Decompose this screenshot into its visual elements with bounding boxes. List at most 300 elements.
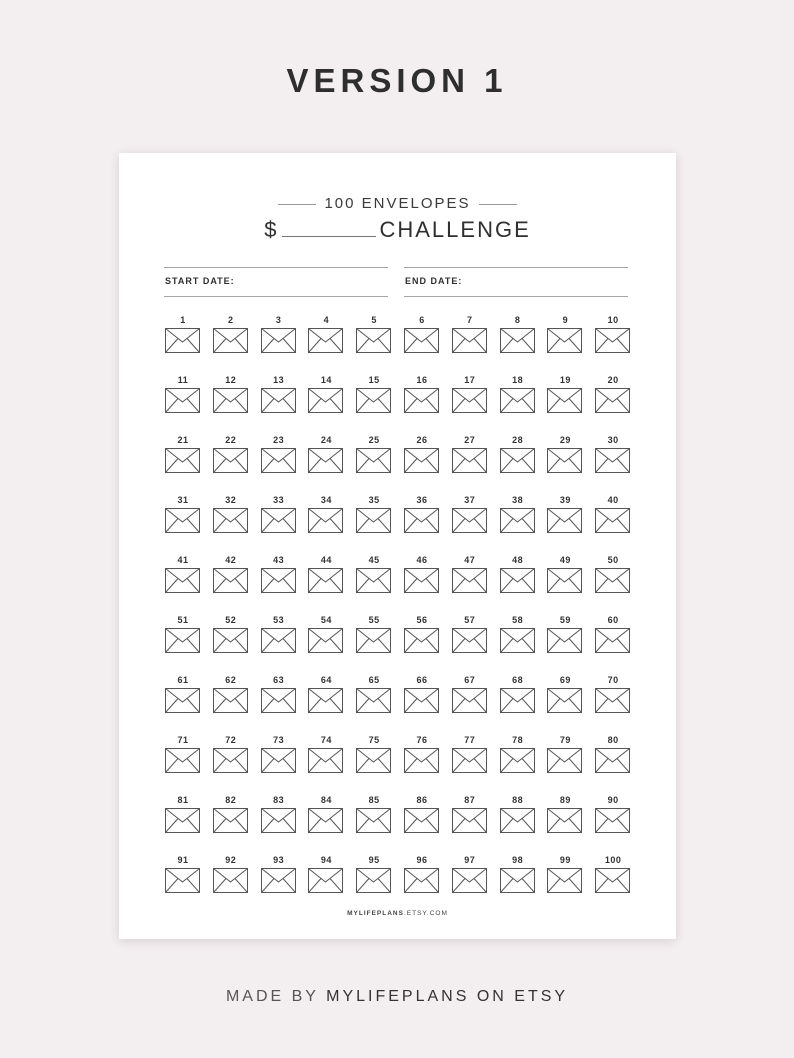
envelope-cell [593, 675, 633, 725]
envelope-icon [308, 448, 343, 473]
envelope-number: 45 [368, 555, 380, 565]
envelope-number: 47 [464, 555, 476, 565]
envelope-cell [498, 315, 538, 365]
printable-sheet [119, 153, 676, 939]
envelope-icon [547, 808, 582, 833]
envelope-cell [259, 795, 299, 845]
envelope-cell [450, 495, 490, 545]
envelope-number: 24 [320, 435, 332, 445]
envelope-cell [402, 735, 442, 785]
envelope-number: 73 [273, 735, 285, 745]
envelope-icon [165, 568, 200, 593]
envelope-icon [452, 688, 487, 713]
envelope-icon [308, 748, 343, 773]
envelope-cell [498, 795, 538, 845]
envelope-number: 18 [512, 375, 524, 385]
envelope-icon [500, 328, 535, 353]
envelope-number: 20 [607, 375, 619, 385]
envelope-icon [500, 568, 535, 593]
envelope-icon [356, 328, 391, 353]
envelope-number: 90 [607, 795, 619, 805]
envelope-icon [500, 688, 535, 713]
envelope-number: 51 [177, 615, 189, 625]
envelope-icon [261, 868, 296, 893]
envelope-cell [306, 495, 346, 545]
envelope-icon [165, 868, 200, 893]
envelope-icon [165, 508, 200, 533]
envelope-cell [545, 315, 585, 365]
envelope-number: 33 [273, 495, 285, 505]
envelope-icon [547, 388, 582, 413]
envelope-cell [354, 555, 394, 605]
end-date-field [404, 267, 628, 297]
envelope-number: 36 [416, 495, 428, 505]
envelope-cell [402, 855, 442, 905]
envelope-number: 37 [464, 495, 476, 505]
envelope-cell [211, 375, 251, 425]
envelope-cell [545, 855, 585, 905]
envelope-cell [450, 315, 490, 365]
envelope-number: 43 [273, 555, 285, 565]
envelope-cell [163, 555, 203, 605]
envelope-icon [404, 508, 439, 533]
envelope-cell [163, 315, 203, 365]
envelope-icon [213, 808, 248, 833]
envelope-number: 67 [464, 675, 476, 685]
envelope-number: 77 [464, 735, 476, 745]
envelope-icon [404, 568, 439, 593]
made-by-prefix: MADE BY [225, 988, 319, 1005]
envelope-icon [452, 628, 487, 653]
envelope-grid [163, 315, 633, 895]
envelope-cell [545, 735, 585, 785]
envelope-cell [259, 435, 299, 485]
envelope-icon [356, 508, 391, 533]
envelope-icon [452, 568, 487, 593]
envelope-number: 64 [320, 675, 332, 685]
envelope-cell [593, 735, 633, 785]
envelope-icon [452, 388, 487, 413]
envelope-number: 10 [607, 315, 619, 325]
envelope-number: 80 [607, 735, 619, 745]
envelope-cell [259, 615, 299, 665]
envelope-number: 8 [514, 315, 521, 325]
envelope-number: 55 [368, 615, 380, 625]
envelope-number: 76 [416, 735, 428, 745]
envelope-cell [450, 615, 490, 665]
amount-blank-line [282, 218, 376, 237]
envelope-cell [163, 615, 203, 665]
envelope-icon [213, 568, 248, 593]
envelope-number: 29 [559, 435, 571, 445]
envelope-icon [452, 508, 487, 533]
envelope-cell [211, 495, 251, 545]
envelope-cell [163, 435, 203, 485]
envelope-icon [404, 628, 439, 653]
envelope-icon [308, 508, 343, 533]
end-date-label: END DATE: [405, 276, 463, 286]
envelope-cell [402, 795, 442, 845]
envelope-cell [593, 495, 633, 545]
envelope-icon [356, 568, 391, 593]
envelope-cell [306, 675, 346, 725]
envelope-number: 71 [177, 735, 189, 745]
envelope-cell [306, 795, 346, 845]
envelope-number: 2 [228, 315, 234, 325]
envelope-icon [261, 808, 296, 833]
envelope-cell [450, 855, 490, 905]
envelope-cell [306, 435, 346, 485]
envelope-cell [593, 615, 633, 665]
envelope-cell [593, 855, 633, 905]
envelope-icon [500, 808, 535, 833]
heading-top-text: 100 ENVELOPES [324, 195, 471, 212]
envelope-number: 4 [323, 315, 330, 325]
envelope-cell [354, 795, 394, 845]
envelope-number: 16 [416, 375, 428, 385]
envelope-cell [211, 735, 251, 785]
envelope-number: 9 [562, 315, 569, 325]
envelope-icon [595, 568, 630, 593]
envelope-number: 1 [180, 315, 186, 325]
envelope-number: 72 [225, 735, 237, 745]
envelope-cell [306, 375, 346, 425]
envelope-icon [547, 868, 582, 893]
envelope-icon [595, 508, 630, 533]
envelope-cell [354, 495, 394, 545]
envelope-number: 59 [559, 615, 571, 625]
envelope-icon [547, 328, 582, 353]
version-title: VERSION 1 [286, 62, 508, 99]
envelope-cell [163, 375, 203, 425]
envelope-icon [308, 628, 343, 653]
envelope-cell [259, 315, 299, 365]
envelope-number: 23 [273, 435, 285, 445]
envelope-icon [356, 388, 391, 413]
envelope-number: 26 [416, 435, 428, 445]
heading-top [119, 195, 676, 212]
envelope-icon [452, 808, 487, 833]
envelope-icon [165, 688, 200, 713]
envelope-number: 96 [416, 855, 428, 865]
envelope-number: 92 [225, 855, 237, 865]
envelope-number: 70 [607, 675, 619, 685]
heading-rule-left [278, 204, 316, 205]
envelope-cell [498, 855, 538, 905]
envelope-number: 42 [225, 555, 237, 565]
envelope-icon [308, 688, 343, 713]
envelope-icon [213, 448, 248, 473]
envelope-cell [354, 675, 394, 725]
envelope-icon [261, 448, 296, 473]
envelope-cell [211, 435, 251, 485]
envelope-icon [595, 628, 630, 653]
envelope-number: 14 [320, 375, 332, 385]
envelope-cell [211, 315, 251, 365]
envelope-icon [500, 448, 535, 473]
envelope-icon [165, 808, 200, 833]
envelope-cell [163, 495, 203, 545]
envelope-icon [308, 568, 343, 593]
envelope-icon [261, 328, 296, 353]
envelope-number: 93 [273, 855, 285, 865]
envelope-icon [261, 508, 296, 533]
envelope-number: 49 [559, 555, 571, 565]
envelope-number: 81 [177, 795, 189, 805]
envelope-cell [545, 615, 585, 665]
envelope-number: 3 [275, 315, 282, 325]
envelope-number: 68 [512, 675, 524, 685]
envelope-cell [306, 315, 346, 365]
envelope-number: 84 [320, 795, 332, 805]
envelope-cell [450, 675, 490, 725]
envelope-number: 21 [177, 435, 189, 445]
envelope-icon [595, 808, 630, 833]
envelope-icon [356, 868, 391, 893]
envelope-number: 85 [368, 795, 380, 805]
envelope-icon [261, 688, 296, 713]
envelope-cell [593, 315, 633, 365]
envelope-cell [306, 555, 346, 605]
envelope-number: 89 [559, 795, 571, 805]
envelope-number: 60 [607, 615, 619, 625]
envelope-cell [450, 375, 490, 425]
envelope-icon [165, 448, 200, 473]
envelope-number: 15 [368, 375, 380, 385]
envelope-cell [163, 795, 203, 845]
envelope-cell [211, 555, 251, 605]
envelope-number: 46 [416, 555, 428, 565]
envelope-icon [404, 808, 439, 833]
envelope-cell [306, 615, 346, 665]
envelope-icon [213, 328, 248, 353]
envelope-number: 83 [273, 795, 285, 805]
envelope-icon [165, 328, 200, 353]
envelope-cell [259, 375, 299, 425]
envelope-number: 56 [416, 615, 428, 625]
envelope-icon [261, 628, 296, 653]
envelope-icon [500, 508, 535, 533]
envelope-cell [402, 615, 442, 665]
envelope-cell [354, 435, 394, 485]
envelope-icon [356, 748, 391, 773]
envelope-icon [404, 748, 439, 773]
envelope-icon [452, 328, 487, 353]
envelope-number: 17 [464, 375, 476, 385]
envelope-number: 57 [464, 615, 476, 625]
envelope-number: 50 [607, 555, 619, 565]
envelope-number: 5 [371, 315, 377, 325]
envelope-icon [452, 868, 487, 893]
envelope-icon [547, 448, 582, 473]
start-date-label: START DATE: [165, 276, 235, 286]
envelope-number: 7 [467, 315, 473, 325]
envelope-icon [261, 388, 296, 413]
envelope-cell [306, 855, 346, 905]
envelope-icon [165, 388, 200, 413]
envelope-cell [259, 675, 299, 725]
envelope-cell [545, 435, 585, 485]
envelope-icon [452, 748, 487, 773]
envelope-number: 58 [512, 615, 524, 625]
envelope-cell [259, 555, 299, 605]
envelope-icon [356, 448, 391, 473]
envelope-number: 100 [604, 855, 622, 865]
envelope-number: 95 [368, 855, 380, 865]
currency-symbol: $ [264, 217, 279, 242]
heading-bottom-text: CHALLENGE [379, 217, 531, 242]
envelope-number: 97 [464, 855, 476, 865]
envelope-cell [402, 555, 442, 605]
envelope-number: 87 [464, 795, 476, 805]
envelope-cell [402, 375, 442, 425]
envelope-cell [545, 795, 585, 845]
envelope-number: 98 [512, 855, 524, 865]
envelope-icon [547, 628, 582, 653]
envelope-icon [500, 628, 535, 653]
envelope-cell [450, 435, 490, 485]
envelope-number: 38 [512, 495, 524, 505]
envelope-number: 30 [607, 435, 619, 445]
envelope-cell [402, 315, 442, 365]
envelope-number: 34 [320, 495, 332, 505]
made-by-caption [0, 988, 794, 1006]
envelope-cell [498, 555, 538, 605]
envelope-icon [308, 388, 343, 413]
envelope-number: 41 [177, 555, 189, 565]
envelope-icon [595, 748, 630, 773]
envelope-cell [593, 435, 633, 485]
envelope-cell [354, 375, 394, 425]
envelope-number: 74 [320, 735, 332, 745]
envelope-number: 82 [225, 795, 237, 805]
envelope-cell [498, 735, 538, 785]
envelope-number: 79 [559, 735, 571, 745]
envelope-number: 35 [368, 495, 380, 505]
envelope-number: 48 [512, 555, 524, 565]
envelope-cell [498, 435, 538, 485]
envelope-cell [593, 375, 633, 425]
envelope-icon [356, 628, 391, 653]
envelope-icon [547, 508, 582, 533]
envelope-icon [595, 328, 630, 353]
envelope-cell [163, 735, 203, 785]
heading-rule-right [479, 204, 517, 205]
envelope-number: 6 [419, 315, 425, 325]
envelope-icon [213, 868, 248, 893]
envelope-cell [402, 675, 442, 725]
envelope-cell [211, 795, 251, 845]
footer-url [119, 910, 676, 917]
envelope-number: 12 [225, 375, 237, 385]
envelope-cell [259, 735, 299, 785]
envelope-number: 86 [416, 795, 428, 805]
envelope-icon [547, 568, 582, 593]
envelope-cell [498, 495, 538, 545]
envelope-cell [354, 315, 394, 365]
envelope-number: 61 [177, 675, 189, 685]
envelope-cell [545, 375, 585, 425]
envelope-icon [308, 808, 343, 833]
envelope-number: 44 [320, 555, 332, 565]
envelope-icon [595, 868, 630, 893]
envelope-number: 22 [225, 435, 237, 445]
envelope-number: 94 [320, 855, 332, 865]
envelope-cell [593, 555, 633, 605]
made-by-brand: MYLIFEPLANS ON ETSY [326, 988, 569, 1005]
envelope-number: 25 [368, 435, 380, 445]
envelope-icon [404, 328, 439, 353]
envelope-cell [402, 435, 442, 485]
envelope-icon [595, 388, 630, 413]
envelope-cell [354, 855, 394, 905]
envelope-icon [404, 388, 439, 413]
envelope-number: 78 [512, 735, 524, 745]
envelope-icon [308, 868, 343, 893]
envelope-cell [259, 855, 299, 905]
envelope-cell [498, 615, 538, 665]
envelope-cell [354, 735, 394, 785]
envelope-cell [211, 855, 251, 905]
envelope-number: 75 [368, 735, 380, 745]
envelope-icon [261, 748, 296, 773]
envelope-cell [259, 495, 299, 545]
envelope-icon [404, 448, 439, 473]
envelope-cell [450, 735, 490, 785]
envelope-number: 69 [559, 675, 571, 685]
envelope-number: 66 [416, 675, 428, 685]
start-date-field [164, 267, 388, 297]
envelope-icon [595, 688, 630, 713]
envelope-icon [452, 448, 487, 473]
envelope-number: 27 [464, 435, 476, 445]
envelope-number: 53 [273, 615, 285, 625]
envelope-cell [545, 675, 585, 725]
heading-bottom [119, 217, 676, 243]
envelope-icon [165, 748, 200, 773]
envelope-cell [211, 615, 251, 665]
envelope-icon [165, 628, 200, 653]
envelope-number: 19 [559, 375, 571, 385]
envelope-number: 11 [177, 375, 189, 385]
envelope-number: 54 [320, 615, 332, 625]
envelope-icon [261, 568, 296, 593]
envelope-number: 63 [273, 675, 285, 685]
envelope-icon [308, 328, 343, 353]
envelope-icon [500, 868, 535, 893]
envelope-number: 32 [225, 495, 237, 505]
envelope-number: 99 [559, 855, 571, 865]
envelope-icon [404, 868, 439, 893]
envelope-number: 52 [225, 615, 237, 625]
envelope-cell [498, 675, 538, 725]
envelope-icon [547, 688, 582, 713]
envelope-number: 28 [512, 435, 524, 445]
envelope-icon [213, 688, 248, 713]
envelope-cell [450, 555, 490, 605]
footer-url-rest: .ETSY.COM [403, 910, 448, 917]
envelope-number: 62 [225, 675, 237, 685]
envelope-cell [163, 675, 203, 725]
envelope-number: 31 [177, 495, 189, 505]
envelope-cell [498, 375, 538, 425]
envelope-icon [213, 628, 248, 653]
envelope-cell [545, 555, 585, 605]
envelope-cell [211, 675, 251, 725]
envelope-icon [213, 508, 248, 533]
envelope-cell [545, 495, 585, 545]
envelope-cell [593, 795, 633, 845]
